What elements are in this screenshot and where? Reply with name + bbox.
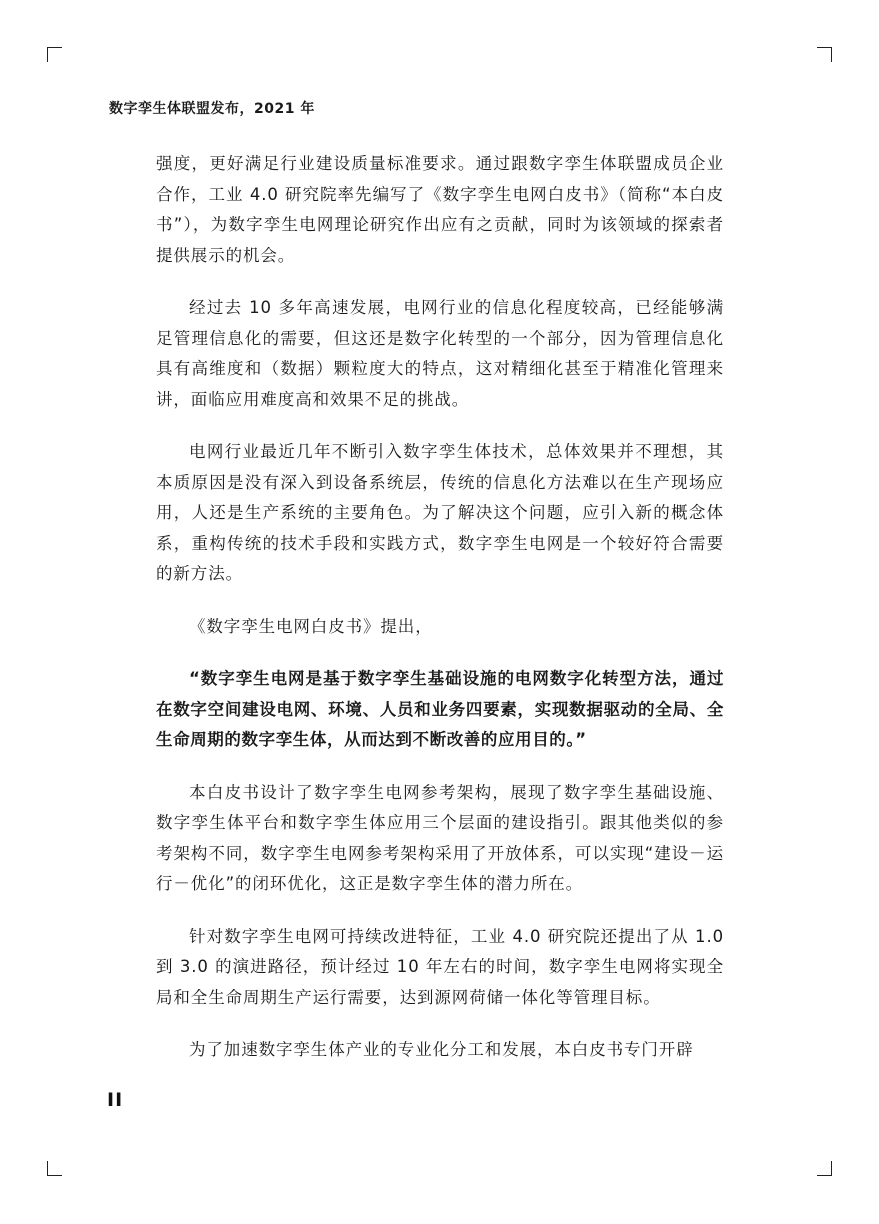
crop-mark-top-left <box>47 47 62 62</box>
paragraph-continuation: 强度，更好满足行业建设质量标准要求。通过跟数字孪生体联盟成员企业合作，工业 4.0 研究院率先编写了《数字孪生电网白皮书》（简称“本白皮书”），为数字孪生电网理论研究作出应有之贡献，同时为该领域的探索者提供展示的机会。 <box>156 154 724 265</box>
crop-mark-bottom-right <box>817 1161 832 1176</box>
paragraph: 本白皮书设计了数字孪生电网参考架构，展现了数字孪生基础设施、数字孪生体平台和数字孪生体应用三个层面的建设指引。跟其他类似的参考架构不同，数字孪生电网参考架构采用了开放体系，可以实现“建设－运行－优化”的闭环优化，这正是数字孪生体的潜力所在。 <box>156 782 724 893</box>
quoted-definition: “数字孪生电网是基于数字孪生基础设施的电网数字化转型方法，通过在数字空间建设电网、环境、人员和业务四要素，实现数据驱动的全局、全生命周期的数字孪生体，从而达到不断改善的应用目的。” <box>156 669 724 749</box>
paragraph: 针对数字孪生电网可持续改进特征，工业 4.0 研究院还提出了从 1.0 到 3.0 的演进路径，预计经过 10 年左右的时间，数字孪生电网将实现全局和全生命周期生产运行需要，达到源网荷储一体化等管理目标。 <box>156 926 724 1007</box>
paragraph-intro: 《数字孪生电网白皮书》提出， <box>189 616 433 636</box>
page-number: II <box>107 1089 124 1111</box>
running-header: 数字孪生体联盟发布，2021 年 <box>109 101 315 117</box>
paragraph: 经过去 10 多年高速发展，电网行业的信息化程度较高，已经能够满足管理信息化的需要，但这还是数字化转型的一个部分，因为管理信息化具有高维度和（数据）颗粒度大的特点，这对精细化甚至于精准化管理来讲，面临应用难度高和效果不足的挑战。 <box>156 298 724 409</box>
crop-mark-top-right <box>817 47 832 62</box>
crop-mark-bottom-left <box>47 1161 62 1176</box>
paragraph: 为了加速数字孪生体产业的专业化分工和发展，本白皮书专门开辟 <box>189 1040 694 1059</box>
page-body <box>156 149 724 1088</box>
paragraph: 电网行业最近几年不断引入数字孪生体技术，总体效果并不理想，其本质原因是没有深入到设备系统层，传统的信息化方法难以在生产现场应用，人还是生产系统的主要角色。为了解决这个问题，应引入新的概念体系，重构传统的技术手段和实践方式，数字孪生电网是一个较好符合需要的新方法。 <box>156 442 724 583</box>
